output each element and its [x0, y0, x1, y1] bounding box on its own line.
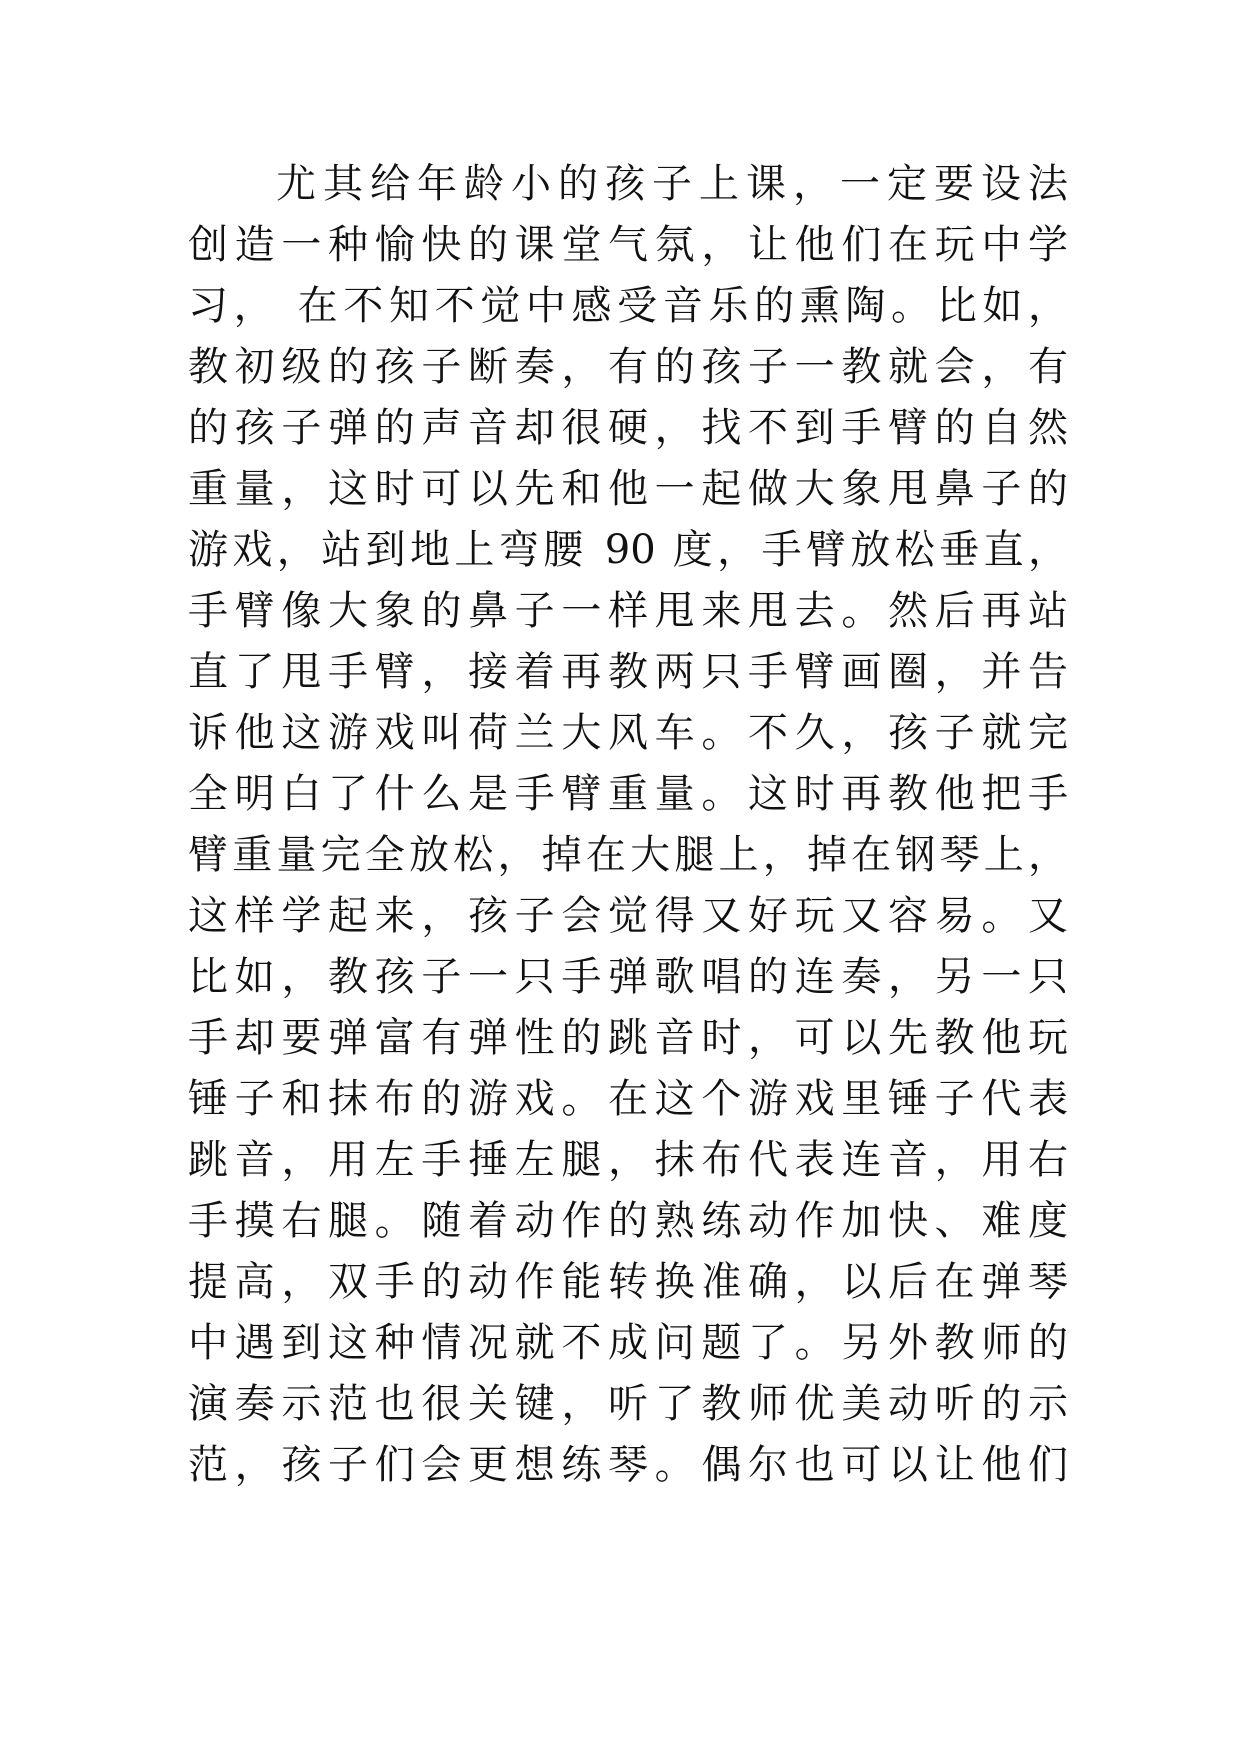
text-line: 手却要弹富有弹性的跳音时，可以先教他玩: [188, 1015, 1068, 1061]
body-paragraph: [188, 154, 1068, 1496]
text-line: 锤子和抹布的游戏。在这个游戏里锤子代表: [188, 1076, 1068, 1122]
text-line: 诉他这游戏叫荷兰大风车。不久，孩子就完: [188, 710, 1068, 756]
text-line: 演奏示范也很关键，听了教师优美动听的示: [188, 1381, 1068, 1427]
text-line: 跳音，用左手捶左腿，抹布代表连音，用右: [188, 1137, 1068, 1183]
text-line: 创造一种愉快的课堂气氛，让他们在玩中学: [188, 222, 1068, 268]
text-line: 的孩子弹的声音却很硬，找不到手臂的自然: [188, 405, 1068, 451]
text-line: 尤其给年龄小的孩子上课，一定要设法: [276, 161, 1068, 207]
text-line: 直了甩手臂，接着再教两只手臂画圈，并告: [188, 649, 1068, 695]
text-line: 提高，双手的动作能转换准确，以后在弹琴: [188, 1259, 1068, 1305]
text-line: 臂重量完全放松，掉在大腿上，掉在钢琴上，: [188, 832, 1068, 878]
text-line: 手摸右腿。随着动作的熟练动作加快、难度: [188, 1198, 1068, 1244]
text-line: 中遇到这种情况就不成问题了。另外教师的: [188, 1320, 1068, 1366]
text-line: 手臂像大象的鼻子一样甩来甩去。然后再站: [188, 588, 1068, 634]
text-line: 比如，教孩子一只手弹歌唱的连奏，另一只: [188, 954, 1068, 1000]
text-line: 范，孩子们会更想练琴。偶尔也可以让他们: [188, 1442, 1068, 1488]
text-line: 游戏，站到地上弯腰 90 度，手臂放松垂直，: [188, 527, 1068, 573]
text-line: 习， 在不知不觉中感受音乐的熏陶。比如，: [188, 283, 1068, 329]
text-line: 教初级的孩子断奏，有的孩子一教就会，有: [188, 344, 1068, 390]
text-line: 全明白了什么是手臂重量。这时再教他把手: [188, 771, 1068, 817]
text-line: 重量，这时可以先和他一起做大象甩鼻子的: [188, 466, 1068, 512]
text-line: 这样学起来，孩子会觉得又好玩又容易。又: [188, 893, 1068, 939]
